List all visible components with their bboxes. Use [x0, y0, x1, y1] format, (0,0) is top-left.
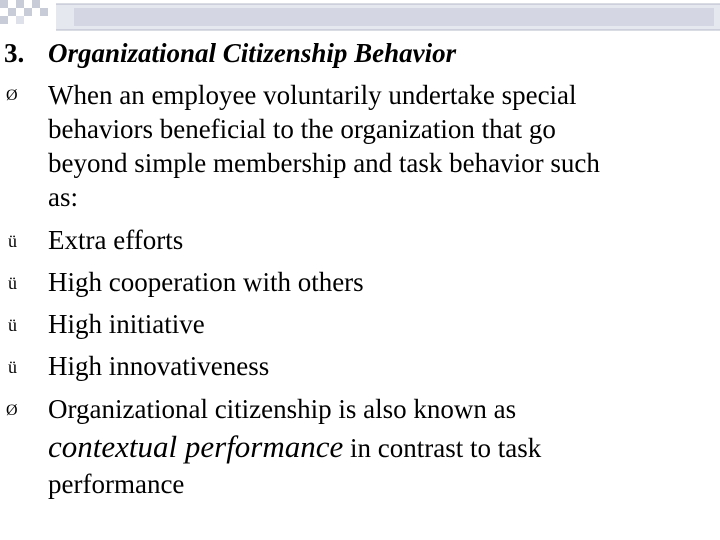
- header-decoration: [0, 0, 720, 36]
- check-bullet-icon: ü: [8, 357, 17, 377]
- check-item: High initiative: [48, 309, 205, 339]
- intro-line-2: behaviors beneficial to the organization that go: [48, 114, 556, 144]
- check-item: High cooperation with others: [48, 267, 364, 297]
- closing-line-3: performance: [48, 469, 185, 499]
- slide-title: Organizational Citizenship Behavior: [48, 38, 457, 68]
- check-item: High innovativeness: [48, 351, 270, 381]
- check-bullet-icon: ü: [8, 273, 17, 293]
- arrow-bullet-icon: Ø: [6, 87, 18, 104]
- arrow-bullet-icon: Ø: [6, 402, 18, 419]
- check-bullet-icon: ü: [8, 315, 17, 335]
- closing-line-2-rest: in contrast to task: [343, 433, 542, 463]
- intro-line-3: beyond simple membership and task behavior such: [48, 148, 600, 178]
- check-item: Extra efforts: [48, 225, 184, 255]
- closing-line-2: [48, 430, 716, 465]
- check-bullet-icon: ü: [8, 231, 17, 251]
- intro-line-4: as:: [48, 182, 78, 212]
- contextual-performance-emphasis: contextual performance: [48, 429, 344, 464]
- closing-line-1: Organizational citizenship is also known as: [48, 394, 517, 424]
- intro-line-1: When an employee voluntarily undertake special: [48, 80, 577, 110]
- slide-number: 3.: [4, 38, 25, 68]
